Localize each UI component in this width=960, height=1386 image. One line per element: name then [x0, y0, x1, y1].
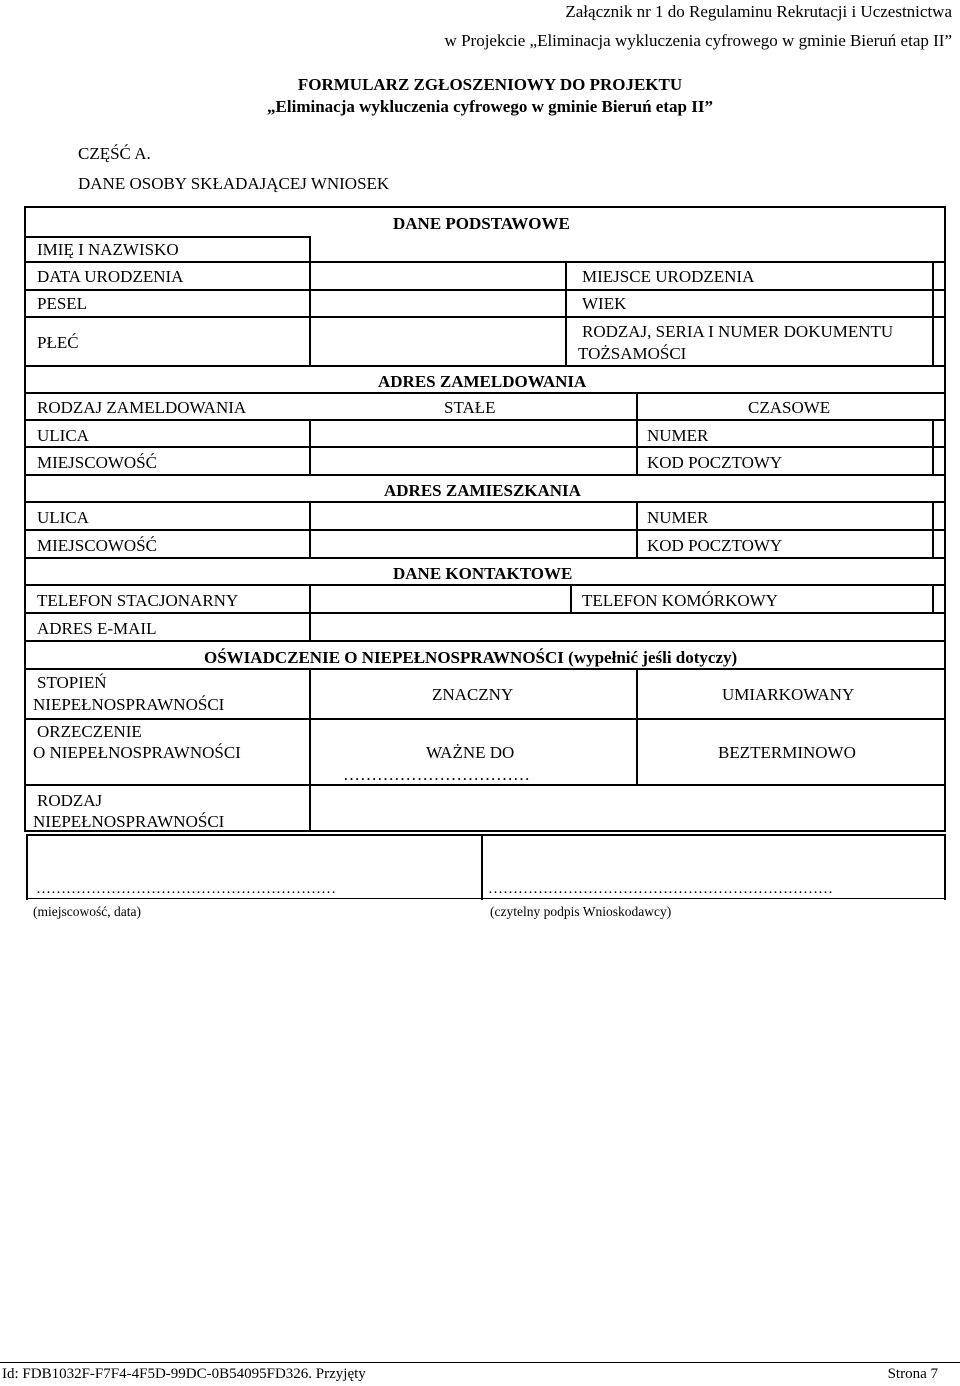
registration-postal-label: KOD POCZTOWY [647, 453, 783, 472]
disability-degree-label-1: STOPIEŃ [37, 673, 107, 692]
birth-date-label: DATA URODZENIA [37, 267, 184, 286]
sex-field[interactable] [311, 318, 565, 365]
id-doc-label-1: RODZAJ, SERIA I NUMER DOKUMENTU [582, 322, 894, 341]
valid-until-dots: …………………………… [343, 765, 530, 784]
signature-field[interactable] [483, 836, 944, 898]
residence-number-field[interactable] [730, 503, 932, 529]
signature-caption: (czytelny podpis Wnioskodawcy) [490, 904, 672, 919]
birth-place-field[interactable] [780, 263, 932, 289]
birth-date-field[interactable] [311, 263, 565, 289]
pesel-field[interactable] [311, 291, 565, 316]
residence-postal-label: KOD POCZTOWY [647, 536, 783, 555]
disability-ruling-label-1: ORZECZENIE [37, 722, 142, 741]
registration-city-field[interactable] [311, 448, 636, 474]
email-label: ADRES E-MAIL [37, 619, 157, 638]
disability-significant-option[interactable]: ZNACZNY [432, 685, 514, 704]
id-doc-label-2: TOŻSAMOŚCI [578, 344, 687, 363]
footer-page: Strona 7 [887, 1366, 938, 1382]
basic-data-heading: DANE PODSTAWOWE [393, 214, 570, 233]
residence-street-field[interactable] [311, 503, 636, 529]
part-label: CZĘŚĆ A. [78, 144, 151, 163]
residence-number-label: NUMER [647, 508, 709, 527]
disability-type-field[interactable] [311, 786, 944, 830]
sex-label: PŁEĆ [37, 333, 79, 352]
age-field[interactable] [680, 291, 932, 316]
registration-street-label: ULICA [37, 426, 89, 445]
registration-number-label: NUMER [647, 426, 709, 445]
residence-city-field[interactable] [311, 531, 636, 557]
residence-city-label: MIEJSCOWOŚĆ [37, 536, 157, 555]
disability-moderate-option[interactable]: UMIARKOWANY [722, 685, 855, 704]
footer-rule [0, 1362, 960, 1363]
mobile-field[interactable] [800, 586, 932, 612]
attachment-header: Załącznik nr 1 do Regulaminu Rekrutacji i Uczestnictwa [565, 2, 952, 21]
registration-street-field[interactable] [311, 421, 636, 446]
mobile-label: TELEFON KOMÓRKOWY [582, 591, 778, 610]
project-header: w Projekcie „Eliminacja wykluczenia cyfrowego w gminie Bieruń etap II” [444, 31, 952, 50]
registration-heading: ADRES ZAMELDOWANIA [378, 372, 587, 391]
valid-until-option[interactable]: WAŻNE DO [426, 743, 515, 762]
part-subtitle: DANE OSOBY SKŁADAJĄCEJ WNIOSEK [78, 174, 390, 193]
name-field[interactable] [311, 238, 944, 261]
form-subtitle: „Eliminacja wykluczenia cyfrowego w gminie Bieruń etap II” [267, 97, 713, 116]
disability-ruling-label-2: O NIEPEŁNOSPRAWNOŚCI [33, 743, 241, 762]
place-date-dots: …………………………………………………… [36, 881, 336, 897]
landline-label: TELEFON STACJONARNY [37, 591, 239, 610]
registration-type-label: RODZAJ ZAMELDOWANIA [37, 398, 247, 417]
registration-postal-field[interactable] [800, 448, 932, 474]
disability-heading: OŚWIADCZENIE O NIEPEŁNOSPRAWNOŚCI (wypełnić jeśli dotyczy) [204, 648, 738, 667]
email-field[interactable] [311, 614, 944, 640]
form-title: FORMULARZ ZGŁOSZENIOWY DO PROJEKTU [297, 75, 683, 94]
pesel-label: PESEL [37, 294, 88, 313]
place-date-caption: (miejscowość, data) [33, 904, 141, 919]
age-label: WIEK [582, 294, 627, 313]
name-label: IMIĘ I NAZWISKO [37, 240, 179, 259]
residence-postal-field[interactable] [800, 531, 932, 557]
registration-permanent-option[interactable]: STAŁE [444, 398, 496, 417]
registration-temporary-option[interactable]: CZASOWE [748, 398, 831, 417]
disability-type-label-1: RODZAJ [37, 791, 103, 810]
signature-dots: …………………………………………………………… [488, 881, 833, 897]
place-date-field[interactable] [28, 836, 481, 898]
birth-place-label: MIEJSCE URODZENIA [582, 267, 755, 286]
contact-heading: DANE KONTAKTOWE [393, 564, 573, 583]
registration-city-label: MIEJSCOWOŚĆ [37, 453, 157, 472]
landline-field[interactable] [311, 586, 570, 612]
disability-degree-label-2: NIEPEŁNOSPRAWNOŚCI [33, 695, 225, 714]
footer-id: Id: FDB1032F-F7F4-4F5D-99DC-0B54095FD326. Przyjęty [2, 1366, 366, 1382]
disability-type-label-2: NIEPEŁNOSPRAWNOŚCI [33, 812, 225, 831]
residence-street-label: ULICA [37, 508, 89, 527]
residence-heading: ADRES ZAMIESZKANIA [384, 481, 581, 500]
registration-number-field[interactable] [730, 421, 932, 446]
indefinite-option[interactable]: BEZTERMINOWO [718, 743, 856, 762]
